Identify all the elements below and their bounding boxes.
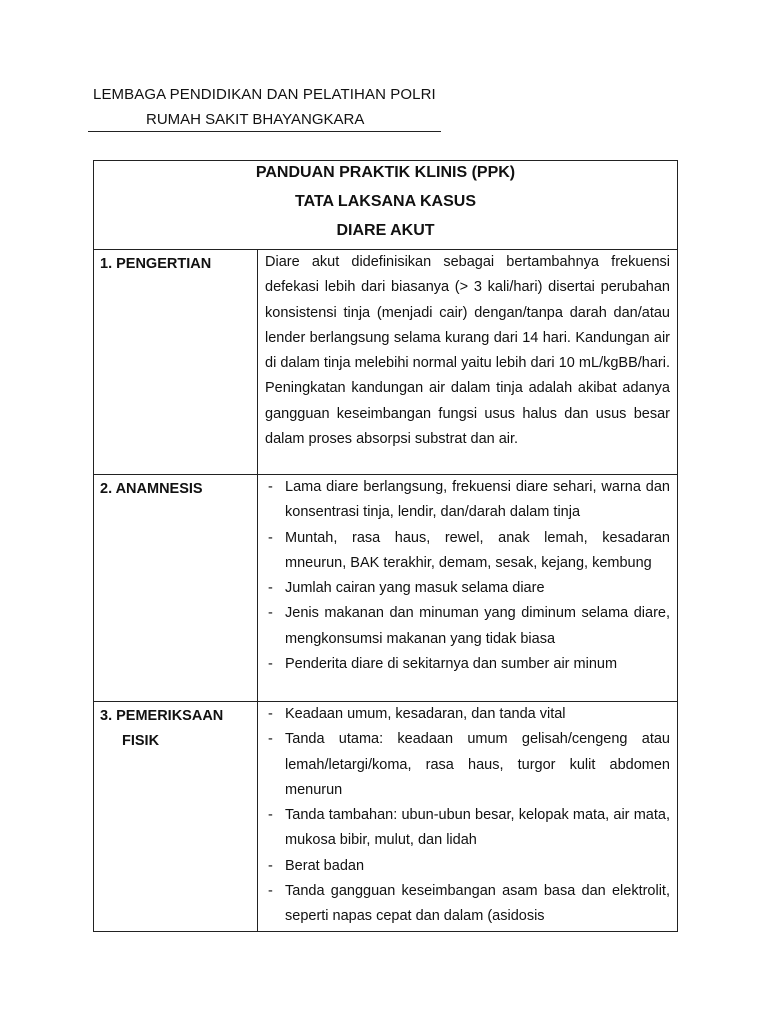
- hospital-name: RUMAH SAKIT BHAYANGKARA: [146, 111, 365, 128]
- dash-bullet: -: [268, 479, 273, 495]
- list-item: [265, 576, 670, 601]
- list-item-text: Tanda gangguan keseimbangan asam basa dan elektrolit, seperti napas cepat dan dalam (asidosis: [285, 883, 670, 925]
- section-label: [94, 702, 258, 931]
- list-item-text: Lama diare berlangsung, frekuensi diare sehari, warna dan konsentrasi tinja, lendir, dan/darah dalam tinja: [285, 479, 670, 521]
- label-anamnesis: 2. ANAMNESIS: [100, 481, 203, 497]
- section-content: [258, 702, 677, 931]
- label-pemeriksaan-line2: FISIK: [122, 733, 160, 750]
- list-item: [265, 526, 670, 577]
- list-item: [265, 601, 670, 652]
- dash-bullet: -: [268, 706, 273, 722]
- list-item-text: Jenis makanan dan minuman yang diminum selama diare, mengkonsumsi makanan yang tidak biasa: [285, 605, 670, 647]
- list-item: [265, 652, 670, 677]
- section-pengertian: [94, 250, 677, 475]
- pemeriksaan-list: [265, 702, 670, 930]
- dash-bullet: -: [268, 605, 273, 622]
- list-item: [265, 475, 670, 526]
- list-item-text: Muntah, rasa haus, rewel, anak lemah, kesadaran mneurun, BAK terakhir, demam, sesak, kejang, kembung: [285, 529, 670, 571]
- list-item-text: Berat badan: [285, 857, 365, 874]
- header-underline: [88, 131, 441, 132]
- label-pemeriksaan-line1: 3. PEMERIKSAAN: [100, 708, 224, 724]
- section-content: [258, 475, 677, 701]
- anamnesis-list: [265, 475, 670, 677]
- dash-bullet: -: [268, 731, 273, 748]
- dash-bullet: -: [268, 857, 273, 874]
- title-line-3: DIARE AKUT: [336, 222, 435, 239]
- list-item-text: Tanda utama: keadaan umum gelisah/cengeng atau lemah/letargi/koma, rasa haus, turgor kulit abdomen menurun: [285, 731, 670, 798]
- institution-name: LEMBAGA PENDIDIKAN DAN PELATIHAN POLRI: [93, 86, 436, 103]
- dash-bullet: -: [268, 883, 273, 900]
- pengertian-text: Diare akut didefinisikan sebagai bertambahnya frekuensi defekasi lebih dari biasanya (> 3 kali/hari) disertai perubahan konsistensi tinja (menjadi cair) dengan/tanpa darah dan/atau lender berlangsung selama kurang dari 14 hari. Kandungan air di dalam tinja melebihi normal yaitu lebih dari 10 mL/kgBB/hari. Peningkatan kandungan air dalam tinja adalah akibat adanya gangguan keseimbangan fungsi usus halus dan usus besar dalam proses absorpsi substrat dan air.: [265, 254, 670, 448]
- section-label: [94, 475, 258, 701]
- list-item-text: Tanda tambahan: ubun-ubun besar, kelopak mata, air mata, mukosa bibir, mulut, dan lidah: [285, 807, 670, 849]
- list-item-text: Penderita diare di sekitarnya dan sumber air minum: [285, 656, 618, 673]
- label-pengertian: 1. PENGERTIAN: [100, 256, 212, 272]
- list-item-text: Keadaan umum, kesadaran, dan tanda vital: [285, 706, 566, 722]
- title-line-1: PANDUAN PRAKTIK KLINIS (PPK): [255, 164, 516, 181]
- dash-bullet: -: [268, 807, 273, 824]
- dash-bullet: -: [268, 656, 273, 673]
- section-content: [258, 250, 677, 474]
- dash-bullet: -: [268, 529, 273, 546]
- list-item: [265, 854, 670, 879]
- list-item-text: Jumlah cairan yang masuk selama diare: [285, 580, 545, 597]
- ppk-table: [93, 160, 678, 932]
- section-anamnesis: [94, 475, 677, 702]
- title-line-2: TATA LAKSANA KASUS: [294, 193, 477, 210]
- section-label: [94, 250, 258, 474]
- section-pemeriksaan-fisik: [94, 702, 677, 931]
- list-item: [265, 702, 670, 727]
- list-item: [265, 803, 670, 854]
- list-item: [265, 879, 670, 930]
- document-title: [94, 161, 677, 250]
- dash-bullet: -: [268, 580, 273, 597]
- list-item: [265, 727, 670, 803]
